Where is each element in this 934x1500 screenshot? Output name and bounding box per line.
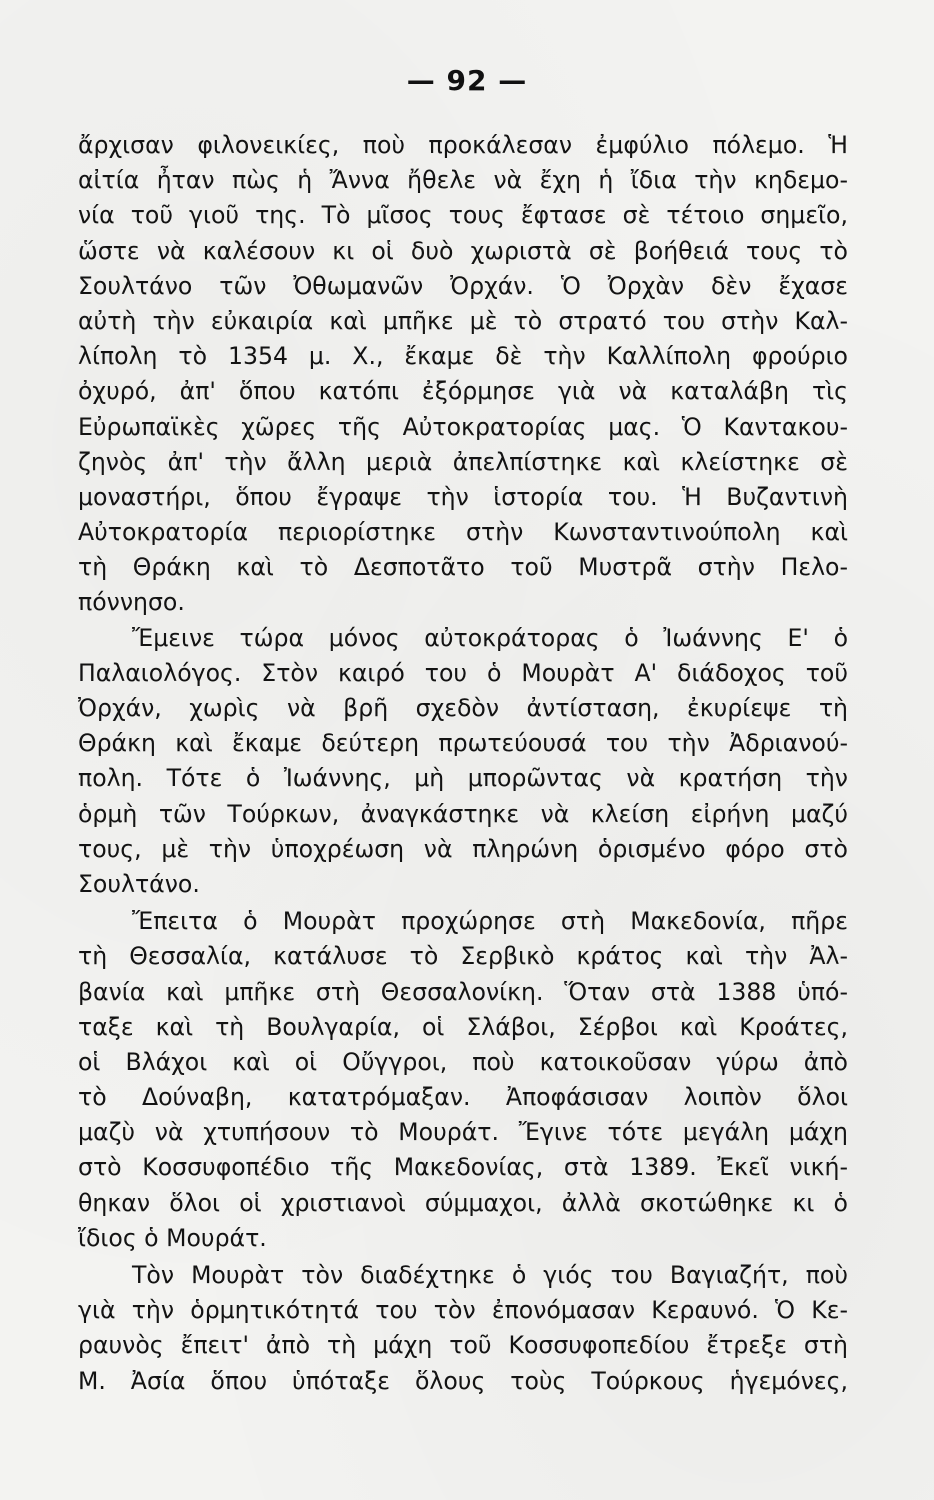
paragraph-2 [78,621,848,903]
text-line: μαζὺ νὰ χτυπήσουν τὸ Μουράτ. Ἔγινε τότε μεγάλη μάχη [78,1118,848,1147]
text-line: τους, μὲ τὴν ὑποχρέωση νὰ πληρώνη ὁρισμένο φόρο στὸ [78,834,848,863]
text-line: ζηνὸς ἀπ' τὴν ἄλλη μεριὰ ἀπελπίστηκε καὶ κλείστηκε σὲ [78,447,848,476]
text-line: λίπολη τὸ 1354 μ. Χ., ἔκαμε δὲ τὴν Καλλίπολη φρούριο [78,342,848,371]
text-line: Παλαιολόγος. Στὸν καιρό του ὁ Μουρὰτ Α' διάδοχος τοῦ [78,658,848,687]
body-text [78,128,848,1399]
text-line: Μ. Ἀσία ὅπου ὑπόταξε ὅλους τοὺς Τούρκους ἡγεμόνες, [78,1366,848,1395]
text-line: πολη. Τότε ὁ Ἰωάννης, μὴ μπορῶντας νὰ κρατήση τὴν [78,764,848,793]
text-line: Θράκη καὶ ἔκαμε δεύτερη πρωτεύουσά του τὴν Ἀδριανού- [78,729,848,758]
paragraph-1 [78,128,848,621]
text-line: Αὐτοκρατορία περιορίστηκε στὴν Κωνσταντινούπολη καὶ [78,518,848,547]
text-line: ὁρμὴ τῶν Τούρκων, ἀναγκάστηκε νὰ κλείση εἰρήνη μαζύ [78,799,848,828]
text-line: Εὐρωπαϊκὲς χῶρες τῆς Αὐτοκρατορίας μας. Ὁ Καντακου- [78,412,848,441]
text-line: ὀχυρό, ἀπ' ὅπου κατόπι ἐξόρμησε γιὰ νὰ καταλάβη τὶς [78,377,848,406]
text-line: οἱ Βλάχοι καὶ οἱ Οὔγγροι, ποὺ κατοικοῦσαν γύρω ἀπὸ [78,1047,848,1076]
text-line: Ὀρχάν, χωρὶς νὰ βρῆ σχεδὸν ἀντίσταση, ἐκυρίεψε τὴ [78,694,848,722]
text-line: τὴ Θεσσαλία, κατάλυσε τὸ Σερβικὸ κράτος καὶ τὴν Ἀλ- [78,942,848,971]
text-line: ραυνὸς ἔπειτ' ἀπὸ τὴ μάχη τοῦ Κοσσυφοπεδίου ἔτρεξε στὴ [78,1331,848,1360]
text-line: Ἔπειτα ὁ Μουρὰτ προχώρησε στὴ Μακεδονία, πῆρε [132,907,848,936]
text-line: ὥστε νὰ καλέσουν κι οἱ δυὸ χωριστὰ σὲ βοήθειά τους τὸ [78,236,848,265]
text-line: πόννησο. [78,588,185,617]
text-line: τὴ Θράκη καὶ τὸ Δεσποτᾶτο τοῦ Μυστρᾶ στὴν Πελο- [78,553,848,582]
page-number: — 92 — [406,64,528,97]
text-line: Σουλτάνο. [78,869,200,898]
text-line: τὸ Δούναβη, κατατρόμαξαν. Ἀποφάσισαν λοιπὸν ὅλοι [78,1083,848,1112]
paragraph-4 [78,1258,848,1399]
text-line: Σουλτάνο τῶν Ὀθωμανῶν Ὀρχάν. Ὁ Ὀρχὰν δὲν ἔχασε [78,271,848,300]
text-line: αὐτὴ τὴν εὐκαιρία καὶ μπῆκε μὲ τὸ στρατό του στὴν Καλ- [78,306,848,335]
text-line: αἰτία ἦταν πὼς ἡ Ἄννα ἤθελε νὰ ἔχη ἡ ἴδια τὴν κηδεμο- [78,166,848,195]
text-line: Τὸν Μουρὰτ τὸν διαδέχτηκε ὁ γιός του Βαγιαζήτ, ποὺ [132,1261,848,1289]
text-line: γιὰ τὴν ὁρμητικότητά του τὸν ἐπονόμασαν Κεραυνό. Ὁ Κε- [78,1296,848,1325]
text-line: ἄρχισαν φιλονεικίες, ποὺ προκάλεσαν ἐμφύλιο πόλεμο. Ἡ [78,131,848,159]
paragraph-3 [78,904,848,1256]
text-line: βανία καὶ μπῆκε στὴ Θεσσαλονίκη. Ὅταν στὰ 1388 ὑπό- [78,977,848,1006]
text-line: νία τοῦ γιοῦ της. Τὸ μῖσος τους ἔφτασε σὲ τέτοιο σημεῖο, [78,201,848,230]
text-line: ἴδιος ὁ Μουράτ. [78,1223,267,1252]
text-line: στὸ Κοσσυφοπέδιο τῆς Μακεδονίας, στὰ 1389. Ἐκεῖ νική- [78,1153,848,1182]
text-line: Ἔμεινε τώρα μόνος αὐτοκράτορας ὁ Ἰωάννης Ε' ὁ [132,623,848,652]
text-line: θηκαν ὅλοι οἱ χριστιανοὶ σύμμαχοι, ἀλλὰ σκοτώθηκε κι ὁ [78,1188,848,1217]
text-line: ταξε καὶ τὴ Βουλγαρία, οἱ Σλάβοι, Σέρβοι καὶ Κροάτες, [78,1012,848,1041]
text-line: μοναστήρι, ὅπου ἔγραψε τὴν ἱστορία του. Ἡ Βυζαντινὴ [78,482,848,511]
